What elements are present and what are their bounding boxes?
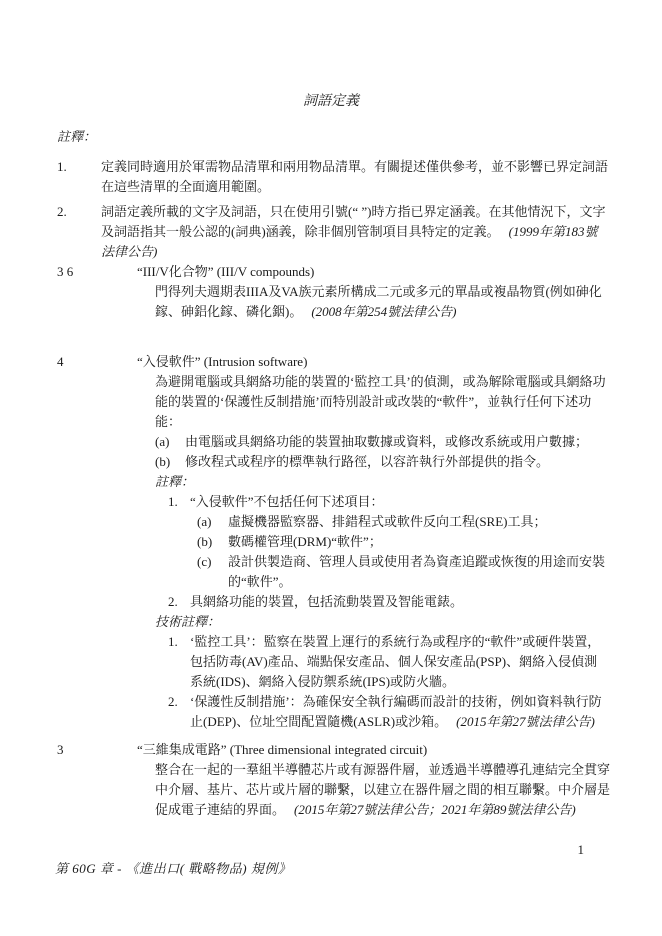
note-number: 2. (168, 694, 178, 709)
definition-body (155, 282, 610, 322)
definition-iii-v-compounds (52, 262, 610, 322)
notes-subheading: 註釋： (155, 474, 195, 489)
note-text: “入侵軟件”不包括任何下述項目： (190, 494, 384, 509)
list-text: 設計供製造商、管理人員或使用者為資產追蹤或恢復的用途而安裝的“軟件”。 (228, 554, 606, 589)
law-citation: (2015年第27號法律公告；2021年第89號法律公告) (294, 802, 576, 817)
definition-body (155, 760, 610, 820)
technical-note-1 (168, 632, 610, 692)
list-marker: (c) (197, 554, 212, 569)
list-item-b (155, 452, 610, 472)
list-marker: (b) (197, 534, 213, 549)
note-text: ‘監控工具’：監察在裝置上運行的系統行為或程序的“軟件”或硬件裝置，包括防毒(AV)產品、端點保安產品、個人保安產品(PSP)、網絡入侵偵測系統(IDS)、網絡入侵防禦系統(IPS)或防火牆。 (190, 634, 601, 689)
definition-term: “III/V化合物” (III/V compounds) (137, 264, 315, 279)
list-item-a (155, 432, 610, 452)
sub-item-c (197, 552, 610, 592)
general-note-1 (52, 157, 610, 197)
definition-text: 為避開電腦或具網絡功能的裝置的‘監控工具’的偵測，或為解除電腦或具網絡功能的裝置的‘保護性反制措施’而特別設計或改裝的“軟件”，並執行任何下述功能： (155, 374, 606, 429)
note-number: 1. (168, 494, 178, 509)
page-number: 1 (577, 842, 584, 857)
page-title: 詞語定義 (303, 94, 359, 109)
definition-number: 4 (57, 354, 64, 369)
definition-term: “入侵軟件” (Intrusion software) (137, 354, 308, 369)
technical-notes-subheading: 技術註釋： (155, 614, 221, 629)
note-number: 1. (168, 634, 178, 649)
notes-heading: 註釋： (57, 129, 97, 144)
law-citation: (1999年第183號法律公告) (101, 224, 598, 259)
note-text: 詞語定義所載的文字及詞語，只在使用引號(“ ”)時方指已界定涵義。在其他情況下，文字及詞語指其一般公認的(詞典)涵義，除非個別管制項目具特定的定義。 (101, 204, 606, 239)
technical-note-2 (168, 692, 610, 732)
list-text: 修改程式或程序的標準執行路徑，以容許執行外部提供的指令。 (185, 454, 550, 469)
note-text: 具網絡功能的裝置，包括流動裝置及智能電錶。 (190, 594, 464, 609)
note-item-2 (168, 592, 610, 612)
general-note-2 (52, 202, 610, 262)
list-marker: (b) (155, 454, 171, 469)
list-text: 由電腦或具網絡功能的裝置抽取數據或資料，或修改系統或用户數據； (185, 434, 589, 449)
definition-number: 3 (57, 742, 64, 757)
definition-body (155, 372, 610, 732)
note-number: 2. (57, 204, 67, 219)
note-text: ‘保護性反制措施’：為確保安全執行編碼而設計的技術，例如資料執行防止(DEP)、位址空間配置隨機(ASLR)或沙箱。 (190, 694, 602, 729)
definition-number: 3 6 (57, 264, 74, 279)
list-marker: (a) (155, 434, 170, 449)
chapter-footer: 第 60G 章 - 《進出口( 戰略物品) 規例》 (55, 861, 292, 876)
definition-text: 整合在一起的一羣組半導體芯片或有源器件層，並透過半導體導孔連結完全貫穿中介層、基片、芯片或片層的聯繫，以建立在器件層之間的相互聯繫。中介層是促成電子連結的界面。 (155, 762, 611, 817)
definition-text: 門得列夫週期表IIIA及VA族元素所構成二元或多元的單晶或複晶物質(例如砷化鎵、砷鋁化鎵、磷化銦)。 (155, 284, 602, 319)
definition-intrusion-software (52, 352, 610, 732)
list-text: 虛擬機器監察器、排錯程式或軟件反向工程(SRE)工具； (228, 514, 547, 529)
sub-item-b (197, 532, 610, 552)
list-text: 數碼權管理(DRM)“軟件”； (228, 534, 382, 549)
list-marker: (a) (197, 514, 212, 529)
note-text: 定義同時適用於軍需物品清單和兩用物品清單。有關提述僅供參考，並不影響已界定詞語在這些清單的全面適用範圍。 (101, 159, 609, 194)
law-citation: (2015年第27號法律公告) (456, 714, 595, 729)
sub-item-a (197, 512, 610, 532)
note-item-1 (168, 492, 610, 592)
definition-term: “三維集成電路” (Three dimensional integrated circuit) (137, 742, 428, 757)
note-number: 2. (168, 594, 178, 609)
note-number: 1. (57, 159, 67, 174)
definition-3d-integrated-circuit (52, 740, 610, 820)
law-citation: (2008年第254號法律公告) (311, 304, 457, 319)
